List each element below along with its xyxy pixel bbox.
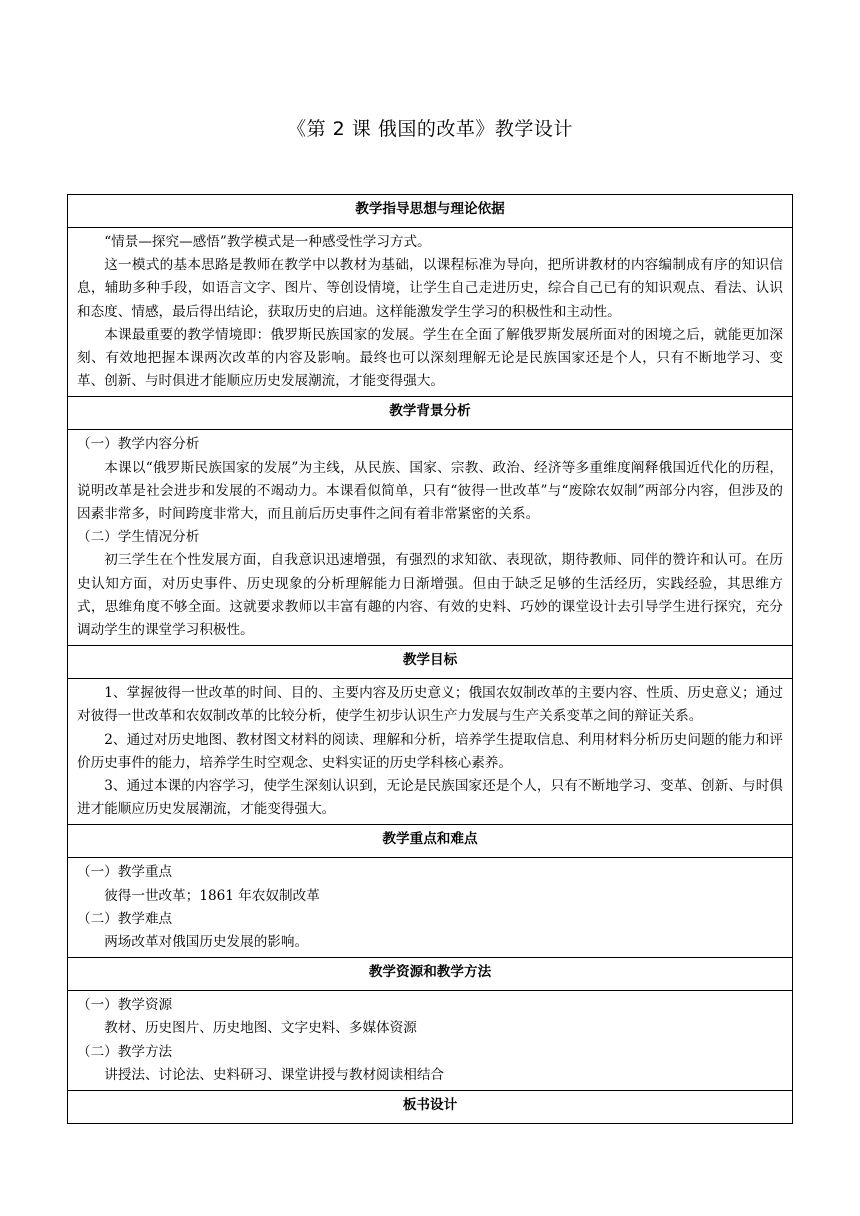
objective-item: 1、掌握彼得一世改革的时间、目的、主要内容及历史意义；俄国农奴制改革的主要内容、性质、历史意义；通过对彼得一世改革和农奴制改革的比较分析，使学生初步认识生产力发展与生产关系变革之间的辩证关系。 <box>77 685 783 725</box>
section-heading-guiding-ideas: 教学指导思想与理论依据 <box>68 195 793 228</box>
subheading: （二）教学方法 <box>77 1043 173 1060</box>
objective-item: 3、通过本课的内容学习，使学生深刻认识到，无论是民族国家还是个人，只有不断地学习、变革、创新、与时俱进才能顺应历史发展潮流，才能变得强大。 <box>77 778 783 818</box>
subheading: （一）教学重点 <box>77 864 173 881</box>
subheading: （二）教学难点 <box>77 910 173 927</box>
section-body-row <box>68 228 793 397</box>
page-title: 《第 2 课 俄国的改革》教学设计 <box>287 118 573 140</box>
paragraph: “情景—探究—感悟”教学模式是一种感受性学习方式。 <box>104 234 431 250</box>
section-body-key-points <box>68 858 793 958</box>
paragraph: 本课最重要的教学情境即：俄罗斯民族国家的发展。学生在全面了解俄罗斯发展所面对的困境之后，就能更加深刻、有效地把握本课两次改革的内容及影响。最终也可以深刻理解无论是民族国家还是个人，只有不断地学习、变革、创新、与时俱进才能顺应历史发展潮流，才能变得强大。 <box>77 326 783 390</box>
section-body-guiding-ideas <box>68 228 793 397</box>
section-heading-objectives: 教学目标 <box>68 646 793 679</box>
section-body-background <box>68 430 793 646</box>
section-body-row <box>68 858 793 958</box>
paragraph: 讲授法、讨论法、史料研习、课堂讲授与教材阅读相结合 <box>104 1066 445 1083</box>
objective-item: 2、通过对历史地图、教材图文材料的阅读、理解和分析，培养学生提取信息、利用材料分析历史问题的能力和评价历史事件的能力，培养学生时空观念、史料实证的历史学科核心素养。 <box>77 731 783 771</box>
section-header-row <box>68 397 793 430</box>
section-header-row <box>68 825 793 858</box>
paragraph: 彼得一世改革；1861 年农奴制改革 <box>104 887 320 904</box>
section-heading-background: 教学背景分析 <box>68 397 793 430</box>
section-header-row <box>68 646 793 679</box>
paragraph: 这一模式的基本思路是教师在教学中以教材为基础，以课程标准为导向，把所讲教材的内容编制成有序的知识信息，辅助多种手段，如语言文字、图片、等创设情境，让学生自己走进历史，综合自己已有的知识观点、看法、认识和态度、情感，最后得出结论，获取历史的启迪。这样能激发学生学习的积极性和主动性。 <box>77 257 783 320</box>
subheading: （二）学生情况分析 <box>77 529 200 546</box>
section-heading-resources-methods: 教学资源和教学方法 <box>68 958 793 991</box>
subheading: （一）教学资源 <box>77 997 173 1014</box>
subheading: （一）教学内容分析 <box>77 436 200 453</box>
paragraph: 初三学生在个性发展方面，自我意识迅速增强，有强烈的求知欲、表现欲，期待教师、同伴的赞许和认可。在历史认知方面，对历史事件、历史现象的分析理解能力日渐增强。但由于缺乏足够的生活经历，实践经验，其思维方式，思维角度不够全面。这就要求教师以丰富有趣的内容、有效的史料、巧妙的课堂设计去引导学生进行探究，充分调动学生的课堂学习积极性。 <box>77 552 783 639</box>
section-heading-board-design: 板书设计 <box>68 1091 793 1124</box>
paragraph: 教材、历史图片、历史地图、文字史料、多媒体资源 <box>104 1020 417 1037</box>
lesson-plan-table <box>67 194 793 1124</box>
section-body-row <box>68 679 793 825</box>
section-heading-key-points: 教学重点和难点 <box>68 825 793 858</box>
section-body-row <box>68 991 793 1091</box>
section-body-resources-methods <box>68 991 793 1091</box>
section-header-row <box>68 1091 793 1124</box>
section-body-objectives <box>68 679 793 825</box>
section-header-row <box>68 958 793 991</box>
section-header-row <box>68 195 793 228</box>
paragraph: 本课以“俄罗斯民族国家的发展”为主线，从民族、国家、宗教、政治、经济等多重维度阐释俄国近代化的历程，说明改革是社会进步和发展的不竭动力。本课看似简单，只有“彼得一世改革”与“废除农奴制”两部分内容，但涉及的因素非常多，时间跨度非常大，而且前后历史事件之间有着非常紧密的关系。 <box>77 459 783 523</box>
section-body-row <box>68 430 793 646</box>
paragraph: 两场改革对俄国历史发展的影响。 <box>104 934 309 951</box>
